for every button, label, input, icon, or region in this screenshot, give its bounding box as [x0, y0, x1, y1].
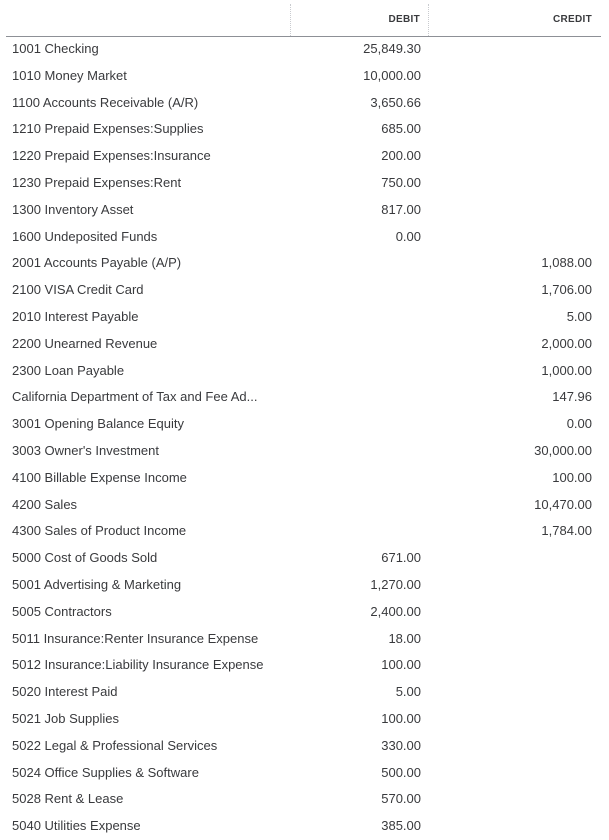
debit-amount[interactable]: 2,400.00 — [370, 603, 421, 619]
credit-amount[interactable] — [430, 36, 592, 63]
account-name[interactable]: 5024 Office Supplies & Software — [12, 764, 199, 780]
debit-amount[interactable]: 385.00 — [381, 818, 421, 834]
table-row[interactable] — [0, 786, 609, 813]
credit-amount[interactable]: 10,470.00 — [534, 496, 592, 512]
debit-amount[interactable]: 671.00 — [381, 550, 421, 566]
table-row[interactable] — [0, 63, 609, 90]
account-name[interactable]: 1300 Inventory Asset — [12, 201, 134, 217]
table-row[interactable] — [0, 250, 609, 277]
credit-amount[interactable] — [430, 170, 592, 197]
table-row[interactable] — [0, 90, 609, 117]
debit-amount[interactable]: 10,000.00 — [363, 67, 421, 83]
account-name[interactable]: 3001 Opening Balance Equity — [12, 416, 185, 432]
account-name[interactable]: 5012 Insurance:Liability Insurance Expense — [12, 657, 264, 673]
table-row[interactable] — [0, 224, 609, 251]
credit-amount[interactable] — [430, 572, 592, 599]
account-name[interactable]: 1100 Accounts Receivable (A/R) — [12, 94, 199, 110]
debit-amount[interactable] — [290, 438, 421, 465]
credit-amount[interactable] — [430, 116, 592, 143]
debit-amount[interactable]: 0.00 — [395, 228, 421, 244]
account-name[interactable]: 5028 Rent & Lease — [12, 791, 124, 807]
account-name[interactable]: 2300 Loan Payable — [12, 362, 125, 378]
debit-amount[interactable]: 500.00 — [381, 764, 421, 780]
account-rows — [0, 36, 609, 840]
table-row[interactable] — [0, 572, 609, 599]
credit-amount[interactable]: 1,088.00 — [541, 255, 592, 271]
credit-amount[interactable] — [430, 786, 592, 813]
credit-amount[interactable]: 1,706.00 — [541, 282, 592, 298]
table-row[interactable] — [0, 170, 609, 197]
debit-amount[interactable]: 817.00 — [381, 201, 421, 217]
table-row[interactable] — [0, 358, 609, 385]
account-name[interactable]: California Department of Tax and Fee Ad... — [12, 389, 258, 405]
credit-amount[interactable] — [430, 545, 592, 572]
credit-amount[interactable] — [430, 733, 592, 760]
table-row[interactable] — [0, 143, 609, 170]
credit-amount[interactable] — [430, 813, 592, 840]
debit-amount[interactable] — [290, 250, 421, 277]
debit-amount[interactable]: 100.00 — [381, 710, 421, 726]
debit-amount[interactable]: 200.00 — [381, 148, 421, 164]
column-header-row — [6, 0, 601, 37]
table-row[interactable] — [0, 760, 609, 787]
account-name[interactable]: 1001 Checking — [12, 41, 99, 56]
table-row[interactable] — [0, 384, 609, 411]
table-row[interactable] — [0, 438, 609, 465]
credit-amount[interactable] — [430, 652, 592, 679]
account-name[interactable]: 3003 Owner's Investment — [12, 442, 159, 458]
table-row[interactable] — [0, 679, 609, 706]
debit-amount[interactable]: 3,650.66 — [370, 94, 421, 110]
debit-amount[interactable]: 685.00 — [381, 121, 421, 137]
debit-amount[interactable] — [290, 518, 421, 545]
account-name[interactable]: 1210 Prepaid Expenses:Supplies — [12, 121, 204, 137]
account-name[interactable]: 1220 Prepaid Expenses:Insurance — [12, 148, 211, 164]
credit-amount[interactable]: 100.00 — [552, 469, 592, 485]
table-row[interactable] — [0, 733, 609, 760]
account-name[interactable]: 2010 Interest Payable — [12, 308, 139, 324]
account-name[interactable]: 5005 Contractors — [12, 603, 112, 619]
table-row[interactable] — [0, 599, 609, 626]
table-row[interactable] — [0, 116, 609, 143]
table-row[interactable] — [0, 411, 609, 438]
table-row[interactable] — [0, 626, 609, 653]
debit-amount[interactable] — [290, 465, 421, 492]
account-name[interactable]: 4200 Sales — [12, 496, 78, 512]
debit-amount[interactable] — [290, 304, 421, 331]
debit-amount[interactable]: 570.00 — [381, 791, 421, 807]
debit-column-header[interactable]: DEBIT — [388, 14, 420, 25]
credit-amount[interactable]: 0.00 — [566, 416, 592, 432]
credit-amount[interactable] — [430, 706, 592, 733]
table-row[interactable] — [0, 197, 609, 224]
credit-amount[interactable] — [430, 599, 592, 626]
table-row[interactable] — [0, 465, 609, 492]
debit-amount[interactable]: 330.00 — [381, 737, 421, 753]
account-name[interactable]: 5001 Advertising & Marketing — [12, 576, 182, 592]
debit-amount[interactable]: 100.00 — [381, 657, 421, 673]
table-row[interactable] — [0, 492, 609, 519]
debit-amount[interactable]: 5.00 — [395, 684, 421, 700]
account-name[interactable]: 5022 Legal & Professional Services — [12, 737, 218, 753]
account-name[interactable]: 1010 Money Market — [12, 67, 127, 83]
credit-amount[interactable]: 1,000.00 — [541, 362, 592, 378]
table-row[interactable] — [0, 518, 609, 545]
table-row[interactable] — [0, 331, 609, 358]
account-name[interactable]: 5020 Interest Paid — [12, 684, 118, 700]
debit-amount[interactable]: 750.00 — [381, 174, 421, 190]
account-name[interactable]: 2100 VISA Credit Card — [12, 282, 144, 298]
credit-amount[interactable] — [430, 90, 592, 117]
credit-amount[interactable]: 5.00 — [566, 308, 592, 324]
credit-amount[interactable] — [430, 197, 592, 224]
table-row[interactable] — [0, 277, 609, 304]
debit-amount[interactable] — [290, 331, 421, 358]
table-row[interactable] — [0, 545, 609, 572]
account-name[interactable]: 4300 Sales of Product Income — [12, 523, 187, 539]
table-row[interactable] — [0, 706, 609, 733]
credit-amount[interactable]: 2,000.00 — [541, 335, 592, 351]
table-row[interactable] — [0, 652, 609, 679]
debit-amount[interactable] — [290, 384, 421, 411]
column-divider[interactable] — [290, 4, 291, 36]
debit-amount[interactable]: 25,849.30 — [363, 41, 421, 56]
debit-amount[interactable] — [290, 492, 421, 519]
credit-amount[interactable] — [430, 224, 592, 251]
credit-amount[interactable] — [430, 760, 592, 787]
credit-amount[interactable] — [430, 63, 592, 90]
debit-amount[interactable]: 18.00 — [388, 630, 421, 646]
account-name[interactable]: 2001 Accounts Payable (A/P) — [12, 255, 182, 271]
debit-amount[interactable] — [290, 411, 421, 438]
table-row[interactable] — [0, 36, 609, 63]
debit-amount[interactable]: 1,270.00 — [370, 576, 421, 592]
account-name[interactable]: 5011 Insurance:Renter Insurance Expense — [12, 630, 259, 646]
credit-amount[interactable] — [430, 626, 592, 653]
account-name[interactable]: 5021 Job Supplies — [12, 710, 119, 726]
account-name[interactable]: 1230 Prepaid Expenses:Rent — [12, 174, 182, 190]
credit-amount[interactable]: 30,000.00 — [534, 442, 592, 458]
table-row[interactable] — [0, 304, 609, 331]
account-name[interactable]: 4100 Billable Expense Income — [12, 469, 187, 485]
account-name[interactable]: 5040 Utilities Expense — [12, 818, 141, 834]
debit-amount[interactable] — [290, 358, 421, 385]
credit-column-header[interactable]: CREDIT — [552, 14, 592, 25]
credit-amount[interactable]: 1,784.00 — [541, 523, 592, 539]
credit-amount[interactable] — [430, 679, 592, 706]
credit-amount[interactable] — [430, 143, 592, 170]
debit-amount[interactable] — [290, 277, 421, 304]
account-name[interactable]: 2200 Unearned Revenue — [12, 335, 158, 351]
account-name[interactable]: 1600 Undeposited Funds — [12, 228, 158, 244]
table-row[interactable] — [0, 813, 609, 840]
account-name[interactable]: 5000 Cost of Goods Sold — [12, 550, 158, 566]
credit-amount[interactable]: 147.96 — [552, 389, 592, 405]
